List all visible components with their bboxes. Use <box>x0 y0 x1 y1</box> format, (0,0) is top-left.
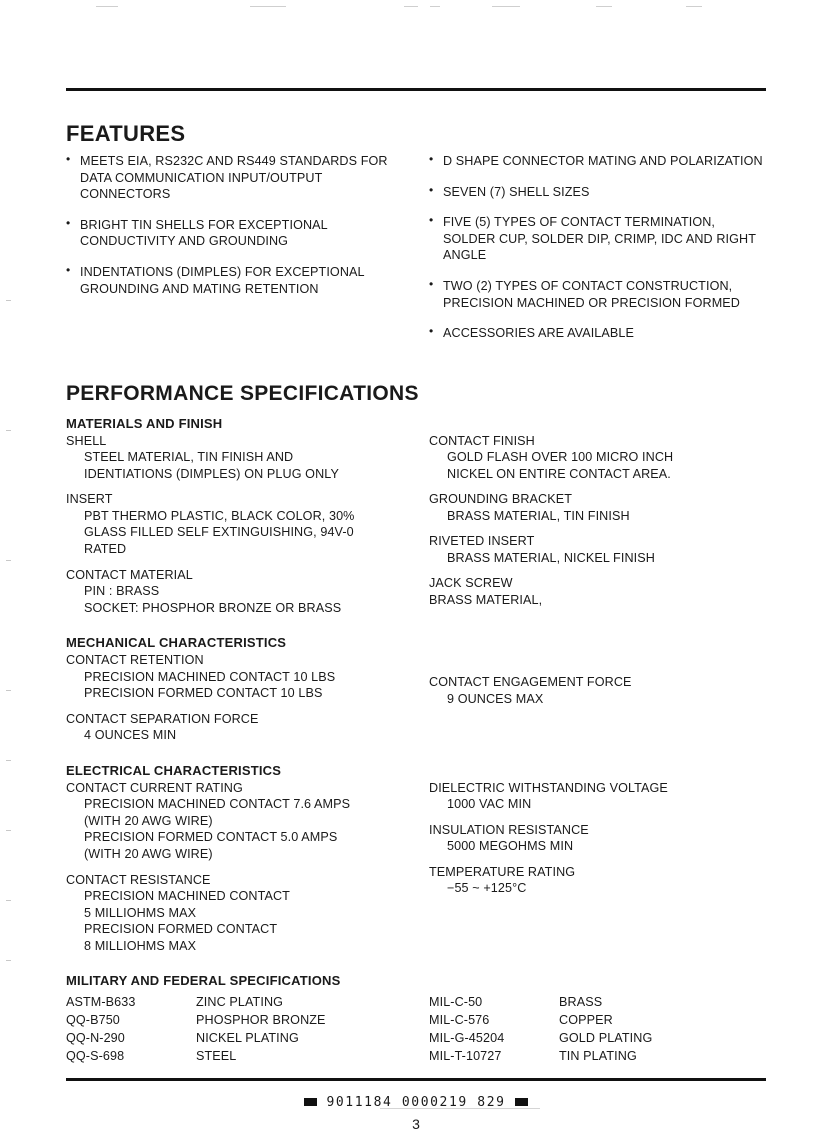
spec-label: CONTACT RETENTION <box>66 653 204 668</box>
spec-line: (WITH 20 AWG WIRE) <box>84 813 213 828</box>
performance-title: PERFORMANCE SPECIFICATIONS <box>66 381 419 405</box>
table-cell: NICKEL PLATING <box>196 1031 299 1046</box>
spec-lines <box>429 592 766 609</box>
spec-label: TEMPERATURE RATING <box>429 864 576 879</box>
barcode-block-left-icon <box>304 1098 317 1106</box>
spec-group-contact-separation-force <box>66 711 403 744</box>
spec-lines <box>84 888 403 954</box>
spec-line: 9 OUNCES MAX <box>447 691 544 706</box>
features-left-list <box>66 153 403 297</box>
spec-line: IDENTIATIONS (DIMPLES) ON PLUG ONLY <box>84 466 339 481</box>
military-right-codes <box>429 994 559 1066</box>
list-item: • INDENTATIONS (DIMPLES) FOR EXCEPTIONAL GROUNDING AND MATING RETENTION <box>66 264 403 297</box>
spec-label: INSULATION RESISTANCE <box>429 822 589 837</box>
list-item: • SEVEN (7) SHELL SIZES <box>429 184 766 201</box>
spec-line: −55 ~ +125°C <box>447 881 527 896</box>
features-left-column <box>66 153 403 356</box>
military-right-block <box>429 994 766 1066</box>
spec-line: PIN : BRASS <box>84 584 160 598</box>
table-cell: BRASS <box>559 995 603 1010</box>
table-cell: MIL-C-50 <box>429 995 483 1010</box>
spec-label: DIELECTRIC WITHSTANDING VOLTAGE <box>429 780 668 795</box>
table-cell: PHOSPHOR BRONZE <box>196 1013 326 1028</box>
spec-line: PRECISION FORMED CONTACT <box>84 922 278 937</box>
table-cell: MIL-C-576 <box>429 1013 490 1028</box>
table-cell: QQ-S-698 <box>66 1048 125 1063</box>
mechanical-left-column <box>66 652 403 753</box>
spec-lines <box>84 449 403 482</box>
spec-label: GROUNDING BRACKET <box>429 492 573 507</box>
spec-line: BRASS MATERIAL, TIN FINISH <box>447 508 630 523</box>
spec-group-temperature-rating <box>429 864 766 897</box>
spec-group-shell <box>66 433 403 483</box>
table-cell: MIL-G-45204 <box>429 1031 505 1046</box>
spec-line: 4 OUNCES MIN <box>84 728 177 743</box>
materials-right-column <box>429 433 766 625</box>
materials-columns <box>66 433 766 625</box>
list-item: • FIVE (5) TYPES OF CONTACT TERMINATION, SOLDER CUP, SOLDER DIP, CRIMP, IDC AND RIGHT ANGLE <box>429 214 766 264</box>
mechanical-columns <box>66 652 766 753</box>
features-right-column <box>429 153 766 356</box>
materials-heading: MATERIALS AND FINISH <box>66 415 223 431</box>
spec-line: 5000 MEGOHMS MIN <box>447 839 574 854</box>
spec-group-contact-material <box>66 567 403 617</box>
spec-label: RIVETED INSERT <box>429 534 535 549</box>
table-cell: COPPER <box>559 1013 613 1028</box>
electrical-heading: ELECTRICAL CHARACTERISTICS <box>66 762 282 778</box>
features-columns <box>66 153 766 356</box>
barcode-text: 9011184 0000219 829 <box>326 1094 506 1110</box>
spec-group-contact-engagement-force <box>429 674 766 707</box>
spec-lines <box>84 583 403 616</box>
table-cell: STEEL <box>196 1048 237 1063</box>
spec-label: CONTACT FINISH <box>429 433 535 448</box>
spec-group-contact-finish <box>429 433 766 483</box>
spec-group-insulation-resistance <box>429 822 766 855</box>
spec-line: 5 MILLIOHMS MAX <box>84 905 197 920</box>
military-right-names <box>559 994 759 1066</box>
military-left-codes <box>66 994 196 1066</box>
list-item: • TWO (2) TYPES OF CONTACT CONSTRUCTION, PRECISION MACHINED OR PRECISION FORMED <box>429 278 766 311</box>
spec-lines <box>447 880 766 897</box>
spec-line: (WITH 20 AWG WIRE) <box>84 846 213 861</box>
spec-lines <box>84 508 403 558</box>
header-rule <box>66 88 766 91</box>
spec-line: RATED <box>84 542 127 557</box>
table-cell: GOLD PLATING <box>559 1031 653 1046</box>
table-cell: ZINC PLATING <box>196 995 284 1010</box>
spec-lines <box>447 838 766 855</box>
spec-line: NICKEL ON ENTIRE CONTACT AREA. <box>447 466 671 481</box>
spec-group-jack-screw <box>429 575 766 608</box>
materials-left-column <box>66 433 403 625</box>
spec-line: SOCKET: PHOSPHOR BRONZE OR BRASS <box>84 600 342 615</box>
list-item: • BRIGHT TIN SHELLS FOR EXCEPTIONAL CONDUCTIVITY AND GROUNDING <box>66 217 403 250</box>
features-title: FEATURES <box>66 121 186 146</box>
military-heading: MILITARY AND FEDERAL SPECIFICATIONS <box>66 973 341 989</box>
spec-lines <box>447 796 766 813</box>
military-left-block <box>66 994 403 1066</box>
spec-group-contact-current-rating <box>66 780 403 863</box>
mechanical-right-column <box>429 652 766 753</box>
spec-label: INSERT <box>66 492 113 507</box>
spec-group-insert <box>66 491 403 557</box>
table-cell: ASTM-B633 <box>66 995 136 1010</box>
spec-label: CONTACT RESISTANCE <box>66 872 211 887</box>
list-item: • MEETS EIA, RS232C AND RS449 STANDARDS FOR DATA COMMUNICATION INPUT/OUTPUT CONNECTORS <box>66 153 403 203</box>
spec-line: 8 MILLIOHMS MAX <box>84 938 197 953</box>
spec-lines <box>84 796 403 862</box>
electrical-columns <box>66 780 766 964</box>
features-right-list <box>429 153 766 342</box>
table-cell: TIN PLATING <box>559 1048 637 1063</box>
spec-line: PRECISION MACHINED CONTACT <box>84 888 290 903</box>
spec-lines <box>447 550 766 567</box>
spec-line: PBT THERMO PLASTIC, BLACK COLOR, 30% <box>84 508 355 523</box>
spec-line: PRECISION FORMED CONTACT 5.0 AMPS <box>84 830 338 845</box>
spec-group-riveted-insert <box>429 533 766 566</box>
mechanical-heading: MECHANICAL CHARACTERISTICS <box>66 635 287 651</box>
military-left-names <box>196 994 396 1066</box>
electrical-right-column <box>429 780 766 964</box>
list-item: • ACCESSORIES ARE AVAILABLE <box>429 325 766 342</box>
spec-line: GLASS FILLED SELF EXTINGUISHING, 94V-0 <box>84 525 354 540</box>
spec-lines <box>84 669 403 702</box>
military-specifications-table <box>66 994 766 1066</box>
spec-line: STEEL MATERIAL, TIN FINISH AND <box>84 450 294 465</box>
table-cell: QQ-N-290 <box>66 1031 125 1046</box>
spec-label: SHELL <box>66 433 107 448</box>
list-item: • D SHAPE CONNECTOR MATING AND POLARIZATION <box>429 153 766 170</box>
spec-line: 1000 VAC MIN <box>447 797 532 812</box>
spec-lines <box>447 449 766 482</box>
bottom-scan-artifact <box>380 1108 540 1109</box>
barcode-block-right-icon <box>515 1098 528 1106</box>
spec-line: BRASS MATERIAL, <box>429 592 543 607</box>
spec-label: JACK SCREW <box>429 576 513 591</box>
page-content <box>66 88 766 1132</box>
footer-rule <box>66 1078 766 1081</box>
spec-line: PRECISION MACHINED CONTACT 7.6 AMPS <box>84 797 351 812</box>
spec-group-contact-resistance <box>66 872 403 955</box>
spec-group-dielectric-withstanding-voltage <box>429 780 766 813</box>
spec-line: PRECISION FORMED CONTACT 10 LBS <box>84 686 323 701</box>
spec-label: CONTACT SEPARATION FORCE <box>66 711 259 726</box>
spec-label: CONTACT MATERIAL <box>66 567 193 582</box>
spec-line: PRECISION MACHINED CONTACT 10 LBS <box>84 669 336 684</box>
electrical-left-column <box>66 780 403 964</box>
page-number: 3 <box>412 1115 420 1132</box>
spec-line: BRASS MATERIAL, NICKEL FINISH <box>447 550 655 565</box>
scanner-edge-marks <box>0 0 832 14</box>
spec-group-grounding-bracket <box>429 491 766 524</box>
spec-group-contact-retention <box>66 652 403 702</box>
spec-label: CONTACT CURRENT RATING <box>66 780 243 795</box>
spec-lines <box>447 691 766 708</box>
spec-label: CONTACT ENGAGEMENT FORCE <box>429 675 632 690</box>
spec-line: GOLD FLASH OVER 100 MICRO INCH <box>447 450 674 465</box>
spec-lines <box>447 508 766 525</box>
table-cell: MIL-T-10727 <box>429 1048 502 1063</box>
table-cell: QQ-B750 <box>66 1013 120 1028</box>
spec-lines <box>84 727 403 744</box>
